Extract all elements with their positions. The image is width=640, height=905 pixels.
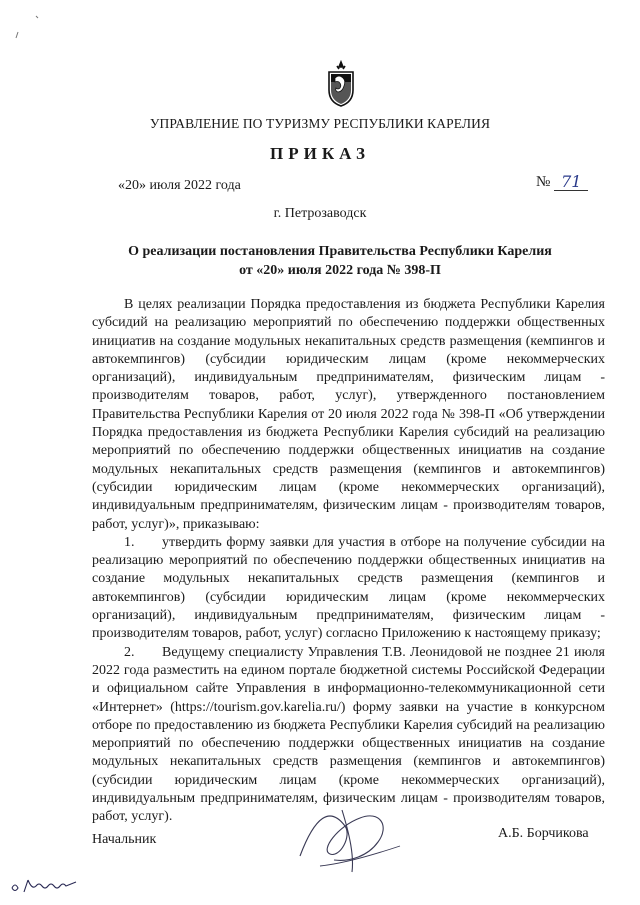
preamble-paragraph: В целях реализации Порядка предоставления из бюджета Республики Карелия субсидий на реализацию мероприятий по обеспечению поддержки общественных инициатив на создание модульных некапитальных средств размещения (кемпингов и автокемпингов) (субсидии юридическим лицам (кроме некоммерческих организаций), индивидуальным предпринимателям, физическим лицам - производителям товаров, работ, услуг), утвержденного постановлением Правительства Республики Карелия от 20 июля 2022 года № 398-П «Об утверждении Порядка предоставления из бюджета Республики Карелия субсидий на реализацию мероприятий по обеспечению поддержки общественных инициатив на создание модульных некапитальных средств размещения (кемпингов и автокемпингов) (субсидии юридическим лицам (кроме некоммерческих организаций), индивидуальным предпринимателям, физическим лицам - производителям товаров, работ, услуг)», приказываю: xyxy=(92,297,605,532)
document-city: г. Петрозаводск xyxy=(273,206,367,221)
signer-position: Начальник xyxy=(92,832,157,847)
document-date: «20» июля 2022 года xyxy=(118,178,241,193)
organization-name: УПРАВЛЕНИЕ ПО ТУРИЗМУ РЕСПУБЛИКИ КАРЕЛИЯ xyxy=(149,116,491,131)
handwritten-signature xyxy=(290,796,410,876)
handwritten-note xyxy=(10,876,90,896)
document-number xyxy=(536,174,588,191)
item-number: 2. xyxy=(124,644,135,660)
number-value: 71 xyxy=(554,174,588,191)
order-item-1 xyxy=(92,534,605,644)
signer-name: А.Б. Борчикова xyxy=(498,826,589,841)
item-text: утвердить форму заявки для участия в отборе на получение субсидии на реализацию мероприятий по обеспечению поддержки общественных инициатив на создание модульных некапитальных средств размещения (кемпингов и автокемпингов) (субсидии юридическим лицам (кроме некоммерческих организаций), индивидуальным предпринимателям, физическим лицам - производителям товаров, работ, услуг) согласно Приложению к настоящему приказу; xyxy=(92,534,605,642)
document-body xyxy=(92,296,605,827)
number-label: № xyxy=(536,174,551,190)
document-subject xyxy=(90,242,590,280)
subject-line-2: от «20» июля 2022 года № 398-П xyxy=(239,263,441,278)
coat-of-arms-icon xyxy=(326,60,356,108)
item-text: Ведущему специалисту Управления Т.В. Леонидовой не позднее 21 июля 2022 года разместить на едином портале бюджетной системы Российской Федерации и официальном сайте Управления в информационно-телекоммуникационной сети «Интернет» (https://tourism.gov.karelia.ru/) форму заявки на участие в конкурсном отборе по предоставлению из бюджета Республики Карелия субсидий на реализацию мероприятий по обеспечению поддержки общественных инициатив на создание модульных некапитальных средств размещения (кемпингов и автокемпингов) (субсидии юридическим лицам (кроме некоммерческих организаций), индивидуальным предпринимателям, физическим лицам - производителям товаров, работ, услуг). xyxy=(92,644,605,825)
corner-mark xyxy=(12,12,42,42)
subject-line-1: О реализации постановления Правительства Республики Карелия xyxy=(128,244,552,259)
document-type: ПРИКАЗ xyxy=(270,144,370,163)
item-number: 1. xyxy=(124,534,135,550)
